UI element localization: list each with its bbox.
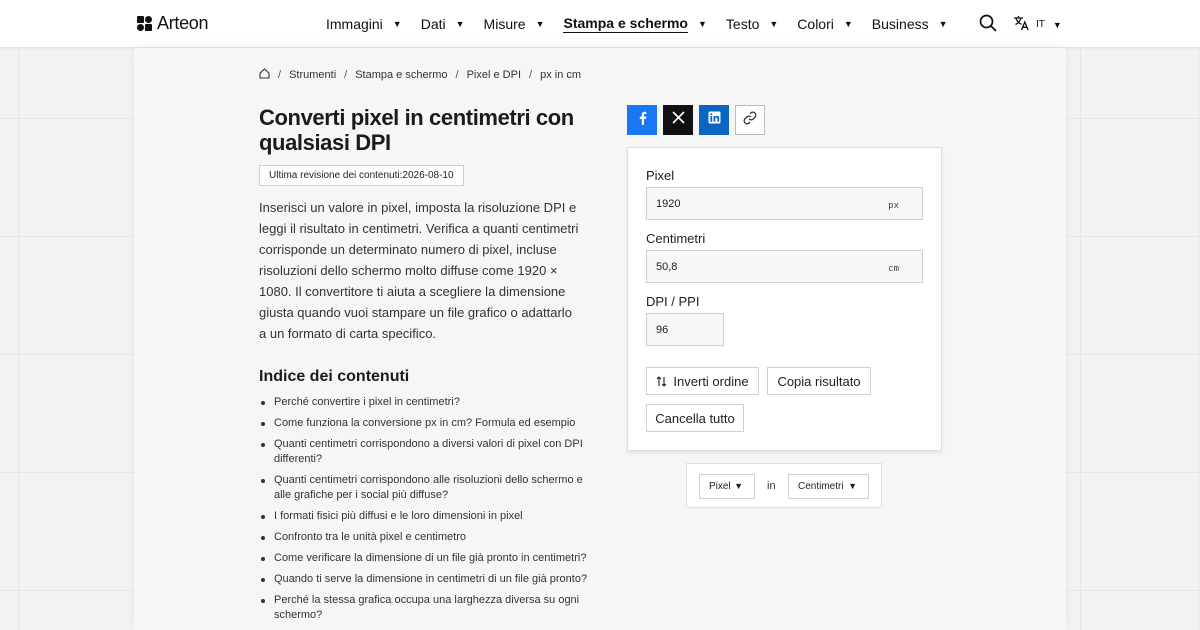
breadcrumb-current: px in cm <box>540 69 582 81</box>
breadcrumb: / Strumenti / Stampa e schermo / Pixel e DPI / px in cm <box>259 68 581 82</box>
site-header <box>0 0 1200 48</box>
language-label: IT <box>1036 19 1045 30</box>
home-icon[interactable] <box>259 68 270 82</box>
breadcrumb-item[interactable]: Stampa e schermo <box>355 69 448 81</box>
nav-item-colori[interactable]: Colori ▼ <box>797 16 853 32</box>
toc-item[interactable]: Quando ti serve la dimensione in centimetri di un file già pronto? <box>259 572 599 587</box>
caret-down-icon: ▼ <box>938 19 948 29</box>
toc-item[interactable]: Come verificare la dimensione di un file già pronto in centimetri? <box>259 551 599 566</box>
unit-switch <box>686 463 882 508</box>
breadcrumb-item[interactable]: Strumenti <box>289 69 337 81</box>
breadcrumb-item[interactable]: Pixel e DPI <box>466 69 522 81</box>
brand-name: Arteon <box>157 13 209 33</box>
translate-icon <box>1013 15 1030 34</box>
nav-item-business[interactable]: Business ▼ <box>871 16 948 32</box>
content-card <box>134 48 1066 630</box>
pixel-value: 1920 <box>656 198 681 210</box>
nav-item-dati[interactable]: Dati ▼ <box>420 16 465 32</box>
toc-item[interactable]: Quanti centimetri corrispondono alle risoluzioni dello schermo e alle grafiche per i social più diffuse? <box>259 473 599 503</box>
logo[interactable] <box>137 13 208 34</box>
centimetri-input[interactable] <box>646 250 923 283</box>
swap-icon <box>656 376 667 387</box>
caret-down-icon: ▼ <box>697 19 707 29</box>
x-icon <box>672 111 685 129</box>
toc-item[interactable]: Perché la stessa grafica occupa una larghezza diversa su ogni schermo? <box>259 593 599 623</box>
logo-icon <box>137 16 153 32</box>
copy-result-button[interactable]: Copia risultato <box>767 367 871 395</box>
page-title: Converti pixel in centimetri con qualsiasi DPI <box>259 105 574 155</box>
caret-down-icon: ▼ <box>769 19 779 29</box>
caret-down-icon: ▼ <box>1052 19 1062 30</box>
swap-order-button[interactable]: Inverti ordine <box>646 367 759 395</box>
table-of-contents <box>259 395 599 629</box>
toc-item[interactable]: Quanti centimetri corrispondono a diversi valori di pixel con DPI differenti? <box>259 437 599 467</box>
toc-item[interactable]: Confronto tra le unità pixel e centimetro <box>259 530 599 545</box>
toc-item[interactable]: I formati fisici più diffusi e le loro dimensioni in pixel <box>259 509 599 524</box>
caret-down-icon: ▼ <box>734 481 743 491</box>
converter-panel <box>627 147 942 451</box>
toc-item[interactable]: Come funziona la conversione px in cm? Formula ed esempio <box>259 416 599 431</box>
toc-item[interactable]: Perché convertire i pixel in centimetri? <box>259 395 599 410</box>
caret-down-icon: ▼ <box>848 481 857 491</box>
dpi-input[interactable] <box>646 313 724 346</box>
dpi-label: DPI / PPI <box>646 294 700 309</box>
link-icon <box>743 111 757 130</box>
main-nav <box>326 15 967 33</box>
centimetri-value: 50,8 <box>656 261 678 273</box>
x-share-button[interactable] <box>663 105 693 135</box>
revision-badge: Ultima revisione dei contenuti:2026-08-10 <box>259 165 464 186</box>
nav-item-testo[interactable]: Testo ▼ <box>725 16 779 32</box>
dpi-value: 96 <box>656 324 669 336</box>
facebook-icon <box>638 111 647 130</box>
caret-down-icon: ▼ <box>392 19 402 29</box>
copy-link-button[interactable] <box>735 105 765 135</box>
nav-item-stampa-e-schermo[interactable]: Stampa e schermo ▼ <box>563 15 707 31</box>
centimetri-unit: cm <box>888 264 899 274</box>
pixel-input[interactable] <box>646 187 923 220</box>
clear-all-button[interactable]: Cancella tutto <box>646 404 744 432</box>
language-selector[interactable] <box>1013 15 1062 34</box>
share-buttons <box>627 105 765 135</box>
pixel-unit: px <box>888 201 899 211</box>
linkedin-share-button[interactable] <box>699 105 729 135</box>
caret-down-icon: ▼ <box>843 19 853 29</box>
facebook-share-button[interactable] <box>627 105 657 135</box>
nav-item-immagini[interactable]: Immagini ▼ <box>326 16 402 32</box>
caret-down-icon: ▼ <box>535 19 545 29</box>
linkedin-icon <box>708 111 721 129</box>
from-unit-select[interactable]: Pixel ▼ <box>699 474 755 499</box>
nav-item-misure[interactable]: Misure ▼ <box>483 16 545 32</box>
unit-connector: in <box>767 480 776 492</box>
centimetri-label: Centimetri <box>646 231 706 246</box>
caret-down-icon: ▼ <box>455 19 465 29</box>
to-unit-select[interactable]: Centimetri ▼ <box>788 474 869 499</box>
search-icon[interactable] <box>979 14 999 34</box>
intro-text: Inserisci un valore in pixel, imposta la risoluzione DPI e leggi il risultato in centimetri. Verifica a quanti centimetri corrisponde un determinato numero di pixel, incluse risoluzioni dello schermo molto diffuse come 1920 × 1080. Il convertitore ti aiuta a scegliere la dimensione giusta quando vuoi stampare un file grafico o adattarlo a un formato di carta specifico. <box>259 200 579 341</box>
toc-title: Indice dei contenuti <box>259 368 410 385</box>
pixel-label: Pixel <box>646 168 675 183</box>
